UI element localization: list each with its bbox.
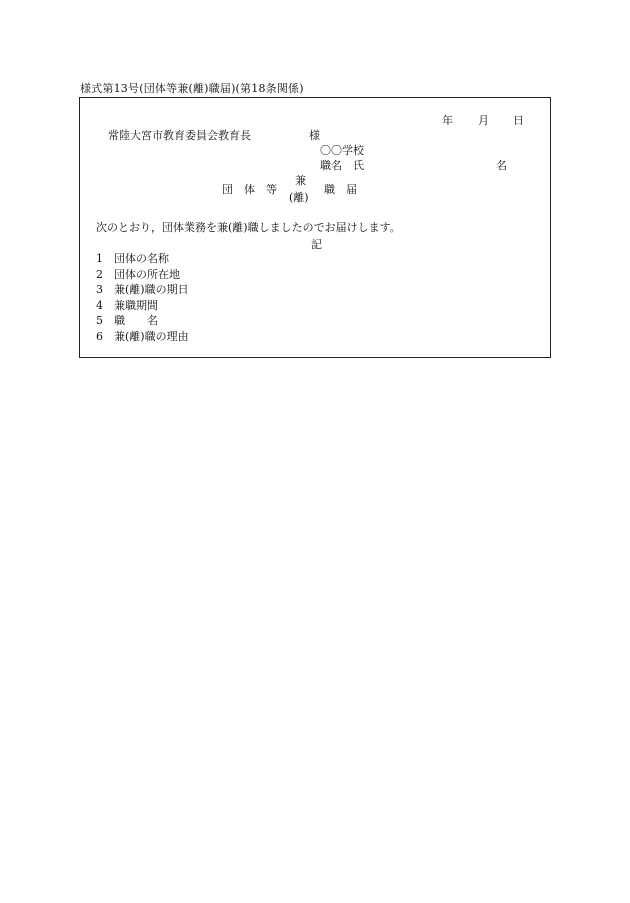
item-number: 2	[96, 267, 103, 281]
addressee: 常陸大宮市教育委員会教育長	[108, 129, 251, 142]
form-title-right: 職届	[324, 183, 368, 196]
list-item	[96, 251, 189, 267]
item-label: 兼職期間	[114, 298, 158, 312]
list-item	[96, 267, 189, 283]
school-name: 〇〇学校	[320, 144, 364, 157]
form-title-left: 団体等	[222, 183, 288, 196]
form-caption: 様式第13号(団体等兼(離)職届)(第18条関係)	[80, 82, 304, 95]
item-number: 5	[96, 314, 103, 327]
date-year-label: 年	[442, 114, 453, 127]
form-title-lower: (離)	[289, 191, 309, 204]
list-item	[96, 298, 189, 314]
list-item	[96, 329, 189, 345]
body-text: 次のとおり，団体業務を兼(離)職しましたのでお届けします。	[96, 221, 401, 234]
date-day-label: 日	[513, 114, 524, 127]
item-label: 団体の名称	[114, 252, 169, 265]
list-item	[96, 282, 189, 298]
item-label: 兼(離)職の期日	[114, 283, 189, 296]
date-month-label: 月	[478, 114, 489, 127]
item-label: 職 名	[114, 314, 158, 327]
item-number: 1	[96, 252, 103, 265]
item-label: 団体の所在地	[114, 267, 180, 281]
honorific: 様	[309, 129, 320, 142]
item-number: 6	[96, 329, 103, 343]
item-number: 3	[96, 283, 103, 296]
item-label: 兼(離)職の理由	[114, 329, 189, 343]
name-label: 名	[496, 159, 507, 172]
item-list	[96, 251, 189, 344]
ki-heading: 記	[311, 238, 322, 251]
form-title-upper: 兼	[295, 174, 306, 187]
post-name-label: 職名 氏	[320, 159, 364, 172]
form-box	[79, 97, 551, 358]
list-item	[96, 313, 189, 329]
item-number: 4	[96, 298, 103, 312]
